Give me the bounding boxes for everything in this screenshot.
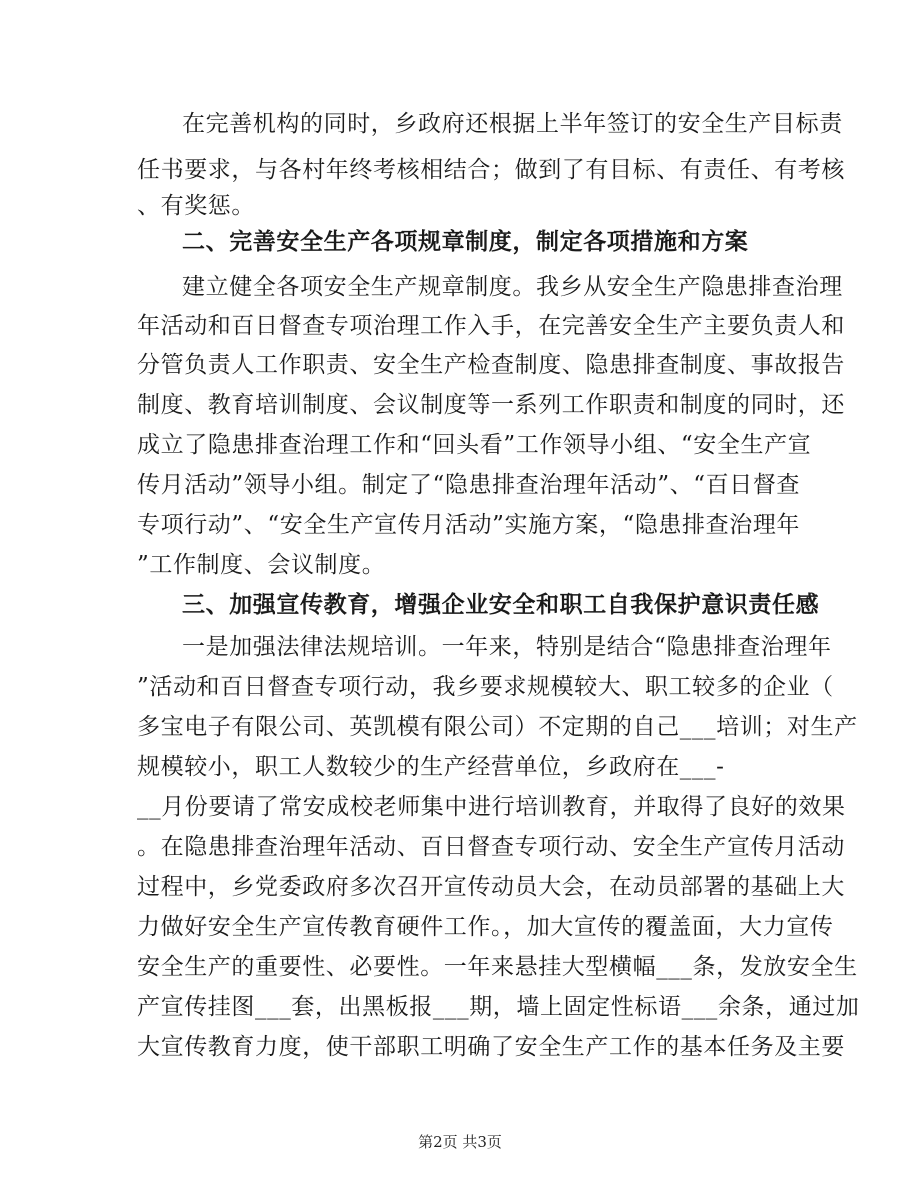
paragraph-3-line-10: 产宣传挂图___套，出黑板报___期，墙上固定性标语___余条，通过加 (137, 994, 860, 1020)
page-number-footer: 第2页 共3页 (418, 1133, 502, 1151)
paragraph-3-line-6: 。在隐患排查治理年活动、百日督查专项行动、安全生产宣传月活动 (137, 834, 845, 860)
paragraph-2-line-8: ”工作制度、会议制度。 (137, 552, 386, 578)
paragraph-3-line-8: 力做好安全生产宣传教育硬件工作。，加大宣传的覆盖面，大力宣传 (137, 914, 834, 940)
section-heading-3: 三、加强宣传教育，增强企业安全和职工自我保护意识责任感 (182, 591, 820, 618)
paragraph-1-line-2: 任书要求，与各村年终考核相结合；做到了有目标、有责任、有考核 (137, 157, 845, 183)
paragraph-3-line-7: 过程中，乡党委政府多次召开宣传动员大会，在动员部署的基础上大 (137, 874, 845, 900)
paragraph-2-line-5: 成立了隐患排查治理工作和“回头看”工作领导小组、“安全生产宣 (137, 432, 812, 458)
paragraph-3-line-9: 安全生产的重要性、必要性。一年来悬挂大型横幅___条，发放安全生 (137, 954, 858, 980)
paragraph-2-line-6: 传月活动”领导小组。制定了“隐患排查治理年活动”、“百日督查 (137, 472, 801, 498)
paragraph-1-line-1: 在完善机构的同时，乡政府还根据上半年签订的安全生产目标责 (182, 111, 843, 137)
paragraph-2-line-7: 专项行动”、“安全生产宣传月活动”实施方案，“隐患排查治理年 (137, 512, 801, 538)
paragraph-3-line-11: 大宣传教育力度，使干部职工明确了安全生产工作的基本任务及主要 (137, 1034, 845, 1060)
section-heading-2: 二、完善安全生产各项规章制度，制定各项措施和方案 (182, 228, 749, 255)
paragraph-2-line-2: 年活动和百日督查专项治理工作入手，在完善安全生产主要负责人和 (137, 313, 845, 339)
paragraph-3-line-4: 规模较小，职工人数较少的生产经营单位，乡政府在___- (137, 754, 725, 780)
paragraph-1-line-3: 、有奖惩。 (137, 193, 255, 219)
paragraph-2-line-4: 制度、教育培训制度、会议制度等一系列工作职责和制度的同时，还 (137, 392, 845, 418)
paragraph-3-line-2: ”活动和百日督查专项行动，我乡要求规模较大、职工较多的企业（ (137, 674, 834, 700)
paragraph-2-line-3: 分管负责人工作职责、安全生产检查制度、隐患排查制度、事故报告 (137, 352, 845, 378)
paragraph-3-line-3: 多宝电子有限公司、英凯模有限公司）不定期的自己___培训；对生产 (137, 714, 858, 740)
paragraph-3-line-5: __月份要请了常安成校老师集中进行培训教育，并取得了良好的效果 (137, 794, 846, 820)
paragraph-2-line-1: 建立健全各项安全生产规章制度。我乡从安全生产隐患排查治理 (182, 274, 843, 300)
paragraph-3-line-1: 一是加强法律法规培训。一年来，特别是结合“隐患排查治理年 (182, 634, 832, 660)
